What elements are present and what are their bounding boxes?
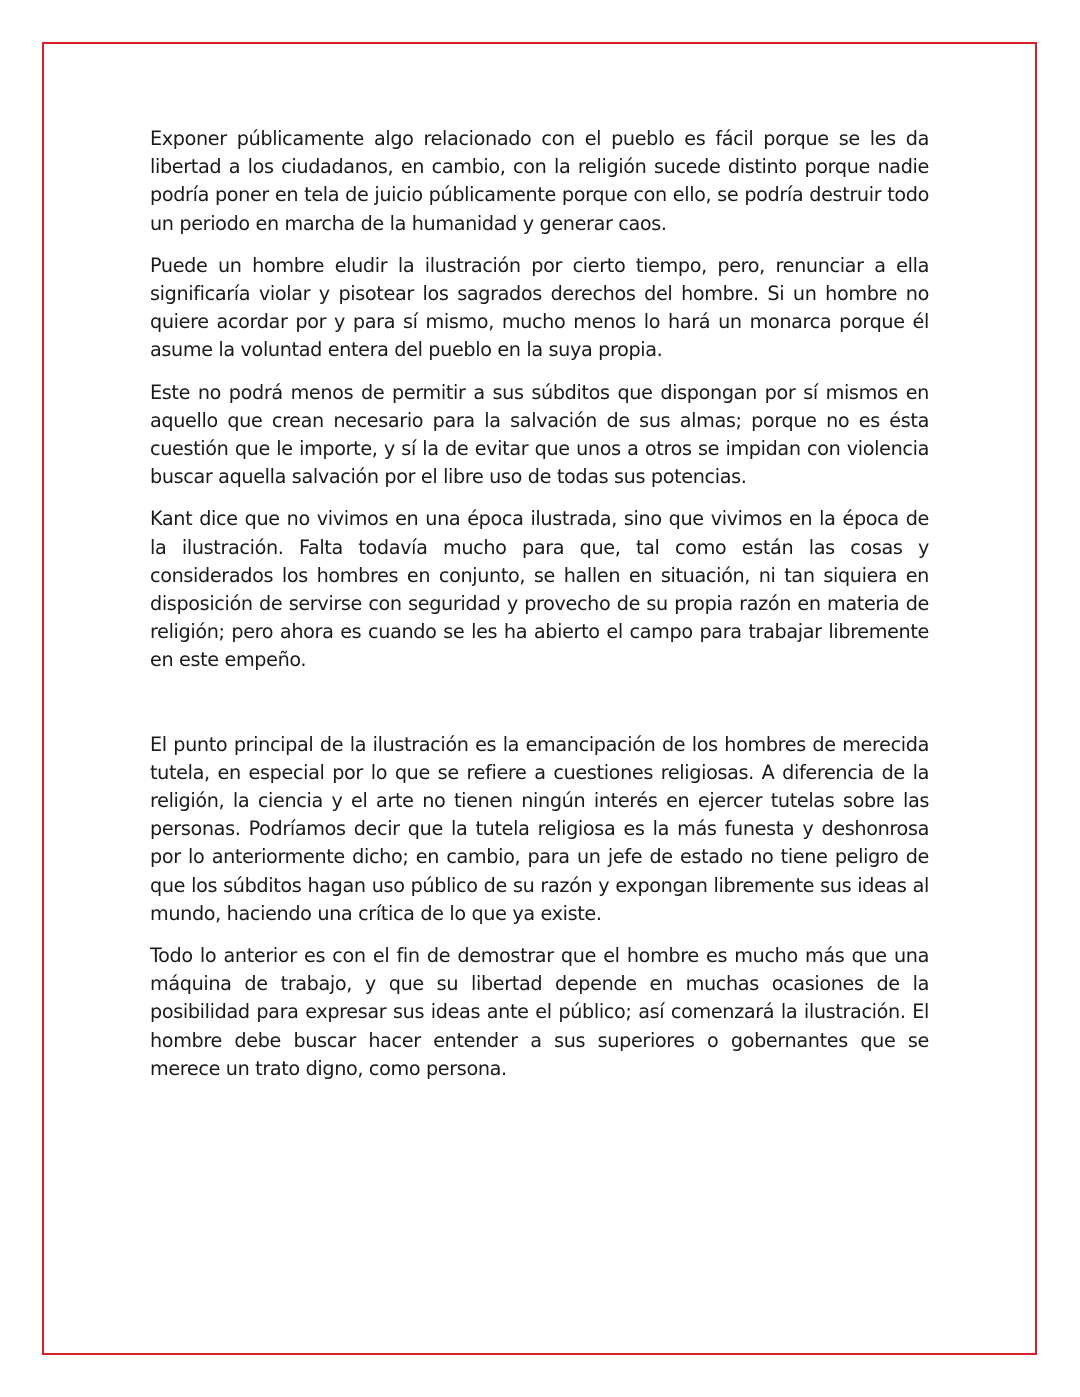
- paragraph-3: Este no podrá menos de permitir a sus súbditos que dispongan por sí mismos en aquello que crean necesario para la salvación de sus almas; porque no es ésta cuestión que le importe, y sí la de evitar que unos a otros se impidan con violencia buscar aquella salvación por el libre uso de todas sus potencias.: [150, 380, 929, 489]
- paragraph-6: Todo lo anterior es con el fin de demostrar que el hombre es mucho más que una máquina de trabajo, y que su libertad depende en muchas ocasiones de la posibilidad para expresar sus ideas ante el público; así comenzará la ilustración. El hombre debe buscar hacer entender a sus superiores o gobernantes que se merece un trato digno, como persona.: [150, 944, 929, 1080]
- paragraph-5: El punto principal de la ilustración es la emancipación de los hombres de merecida tutela, en especial por lo que se refiere a cuestiones religiosas. A diferencia de la religión, la ciencia y el arte no tienen ningún interés en ejercer tutelas sobre las personas. Podríamos decir que la tutela religiosa es la más funesta y deshonrosa por lo anteriormente dicho; en cambio, para un jefe de estado no tiene peligro de que los súbditos hagan uso público de su razón y expongan libremente sus ideas al mundo, haciendo una crítica de lo que ya existe.: [150, 732, 929, 925]
- paragraph-2: Puede un hombre eludir la ilustración por cierto tiempo, pero, renunciar a ella significaría violar y pisotear los sagrados derechos del hombre. Si un hombre no quiere acordar por y para sí mismo, mucho menos lo hará un monarca porque él asume la voluntad entera del pueblo en la suya propia.: [150, 253, 929, 362]
- document-body: [150, 125, 929, 1083]
- paragraph-4: Kant dice que no vivimos en una época ilustrada, sino que vivimos en la época de la ilustración. Falta todavía mucho para que, tal como están las cosas y considerados los hombres en conjunto, se hallen en situación, ni tan siquiera en disposición de servirse con seguridad y provecho de su propia razón en materia de religión; pero ahora es cuando se les ha abierto el campo para trabajar libremente en este empeño.: [150, 507, 929, 672]
- paragraph-1: Exponer públicamente algo relacionado con el pueblo es fácil porque se les da libertad a los ciudadanos, en cambio, con la religión sucede distinto porque nadie podría poner en tela de juicio públicamente porque con ello, se podría destruir todo un periodo en marcha de la humanidad y generar caos.: [150, 127, 929, 235]
